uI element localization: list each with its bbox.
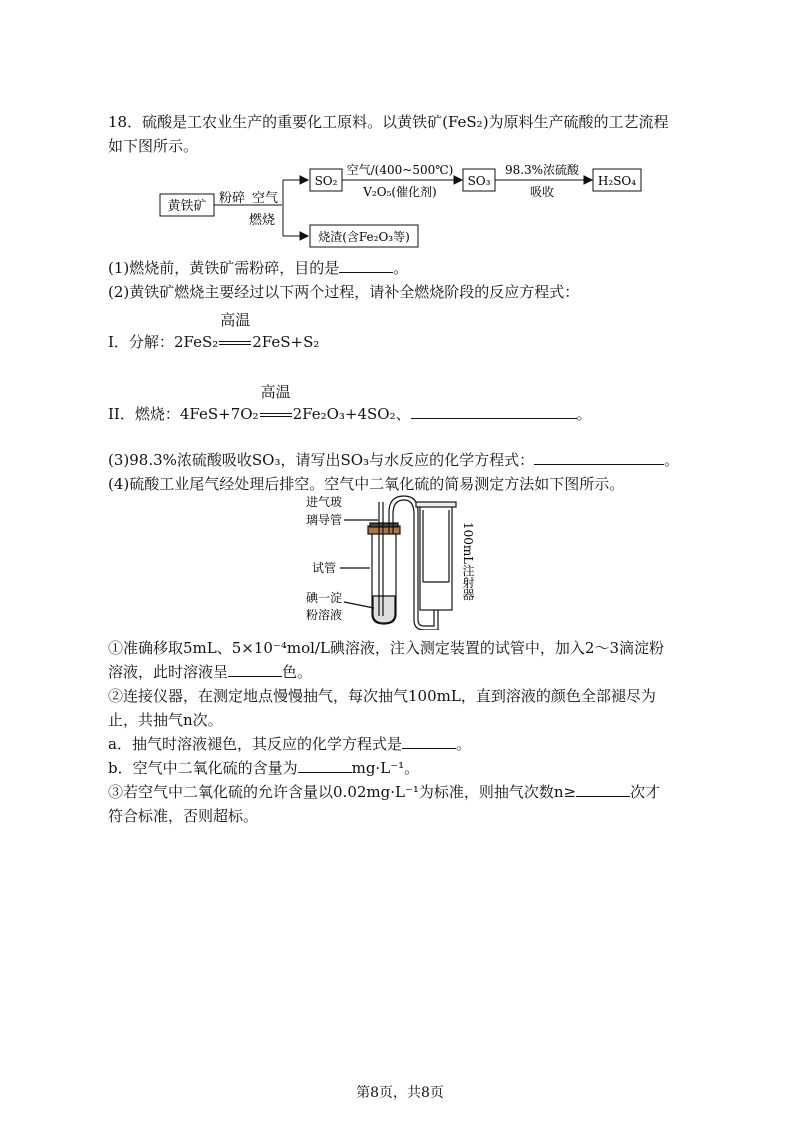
apparatus-solution-label-1: 碘一淀 xyxy=(305,591,343,605)
flow-absorb-top: 98.3%浓硫酸 xyxy=(504,163,580,177)
sub-a xyxy=(108,734,471,754)
flow-so2: SO₂ xyxy=(314,174,338,188)
sub-a-answer-blank[interactable] xyxy=(402,734,456,749)
flow-so3: SO₃ xyxy=(467,174,491,188)
equation-1-cond-text: 高温 xyxy=(220,311,251,329)
flow-h2so4: H₂SO₄ xyxy=(597,174,637,188)
equation-2-cond-text: 高温 xyxy=(260,383,291,401)
flow-cond-top: 空气/(400~500℃) xyxy=(346,163,454,177)
step-2-line-1: ②连接仪器，在测定地点慢慢抽气，每次抽气100mL，直到溶液的颜色全部褪尽为 xyxy=(108,687,656,705)
part-3 xyxy=(108,450,679,470)
sub-a-text: a．抽气时溶液褪色，其反应的化学方程式是 xyxy=(108,735,402,753)
part-1 xyxy=(108,258,408,278)
step-1-line-1: ①准确移取5mL、5×10⁻⁴mol/L碘溶液，注入测定装置的试管中，加入2～3滴淀粉 xyxy=(108,639,665,657)
step-1-answer-blank[interactable] xyxy=(228,662,282,677)
equation-2-condition xyxy=(259,383,293,424)
flow-absorb-bottom: 吸收 xyxy=(529,185,555,199)
equation-2-left: 4FeS+7O₂ xyxy=(179,405,259,423)
apparatus-solution-label-2: 粉溶液 xyxy=(305,608,343,622)
sub-b-answer-blank[interactable] xyxy=(298,758,352,773)
step-3-line-1-end: 次才 xyxy=(630,783,661,801)
equation-1 xyxy=(108,311,320,352)
flow-step1-burn: 燃烧 xyxy=(248,213,276,228)
apparatus-diagram xyxy=(300,492,510,630)
part-1-end: 。 xyxy=(393,259,409,277)
equation-2-end: 。 xyxy=(576,405,592,423)
part-3-end: 。 xyxy=(664,451,680,469)
equation-2-right: 2Fe₂O₃+4SO₂、 xyxy=(292,405,411,423)
part-3-text: (3)98.3%浓硫酸吸收SO₃，请写出SO₃与水反应的化学方程式： xyxy=(108,451,535,469)
question-intro-line-2: 如下图所示。 xyxy=(108,137,199,155)
step-3-answer-blank[interactable] xyxy=(576,782,630,797)
apparatus-tube-label: 试管 xyxy=(311,561,337,575)
flow-start-label: 黄铁矿 xyxy=(167,199,207,214)
equation-2-answer-blank[interactable] xyxy=(411,404,577,419)
flow-step1-air: 空气 xyxy=(251,191,279,206)
apparatus-inlet-label-2: 璃导管 xyxy=(305,513,343,527)
part-3-answer-blank[interactable] xyxy=(534,450,664,465)
equation-1-left: 2FeS₂ xyxy=(173,333,219,351)
flow-step1-top: 粉碎 xyxy=(218,191,246,206)
apparatus-syringe-label: 100mL注射器 xyxy=(461,522,475,601)
equation-1-condition xyxy=(218,311,252,352)
sub-b-text: b．空气中二氧化硫的含量为 xyxy=(108,759,298,777)
sub-b xyxy=(108,758,419,778)
part-4: (4)硫酸工业尾气经处理后排空。空气中二氧化硫的简易测定方法如下图所示。 xyxy=(108,475,625,493)
flow-slag: 烧渣(含Fe₂O₃等) xyxy=(318,230,410,244)
step-3-line-1 xyxy=(108,782,660,802)
apparatus-inlet-label-1: 进气玻 xyxy=(305,495,343,509)
part-2: (2)黄铁矿燃烧主要经过以下两个过程，请补全燃烧阶段的反应方程式： xyxy=(108,283,580,301)
step-3-line-2: 符合标准，否则超标。 xyxy=(108,807,259,825)
flow-cond-bottom: V₂O₅(催化剂) xyxy=(363,185,437,199)
part-1-answer-blank[interactable] xyxy=(339,258,393,273)
step-1-line-2-text: 溶液，此时溶液呈 xyxy=(108,663,229,681)
step-1-line-2 xyxy=(108,662,312,682)
page-footer: 第8页，共8页 xyxy=(356,1085,444,1101)
step-2-line-2: 止，共抽气n次。 xyxy=(108,711,223,729)
equation-2-label: II．燃烧： xyxy=(108,405,180,423)
sub-b-end: mg·L⁻¹。 xyxy=(351,759,420,777)
sub-a-end: 。 xyxy=(455,735,471,753)
question-intro-line-1: 18．硫酸是工农业生产的重要化工原料。以黄铁矿(FeS₂)为原料生产硫酸的工艺流程 xyxy=(108,113,669,131)
step-1-line-2-end: 色。 xyxy=(282,663,313,681)
process-flow-diagram xyxy=(150,160,660,252)
equation-2 xyxy=(108,383,592,424)
step-3-line-1-text: ③若空气中二氧化硫的允许含量以0.02mg·L⁻¹为标准，则抽气次数n≥ xyxy=(108,783,577,801)
part-1-text: (1)燃烧前，黄铁矿需粉碎，目的是 xyxy=(108,259,340,277)
equation-1-label: I．分解： xyxy=(108,333,174,351)
equation-1-right: 2FeS+S₂ xyxy=(252,333,320,351)
